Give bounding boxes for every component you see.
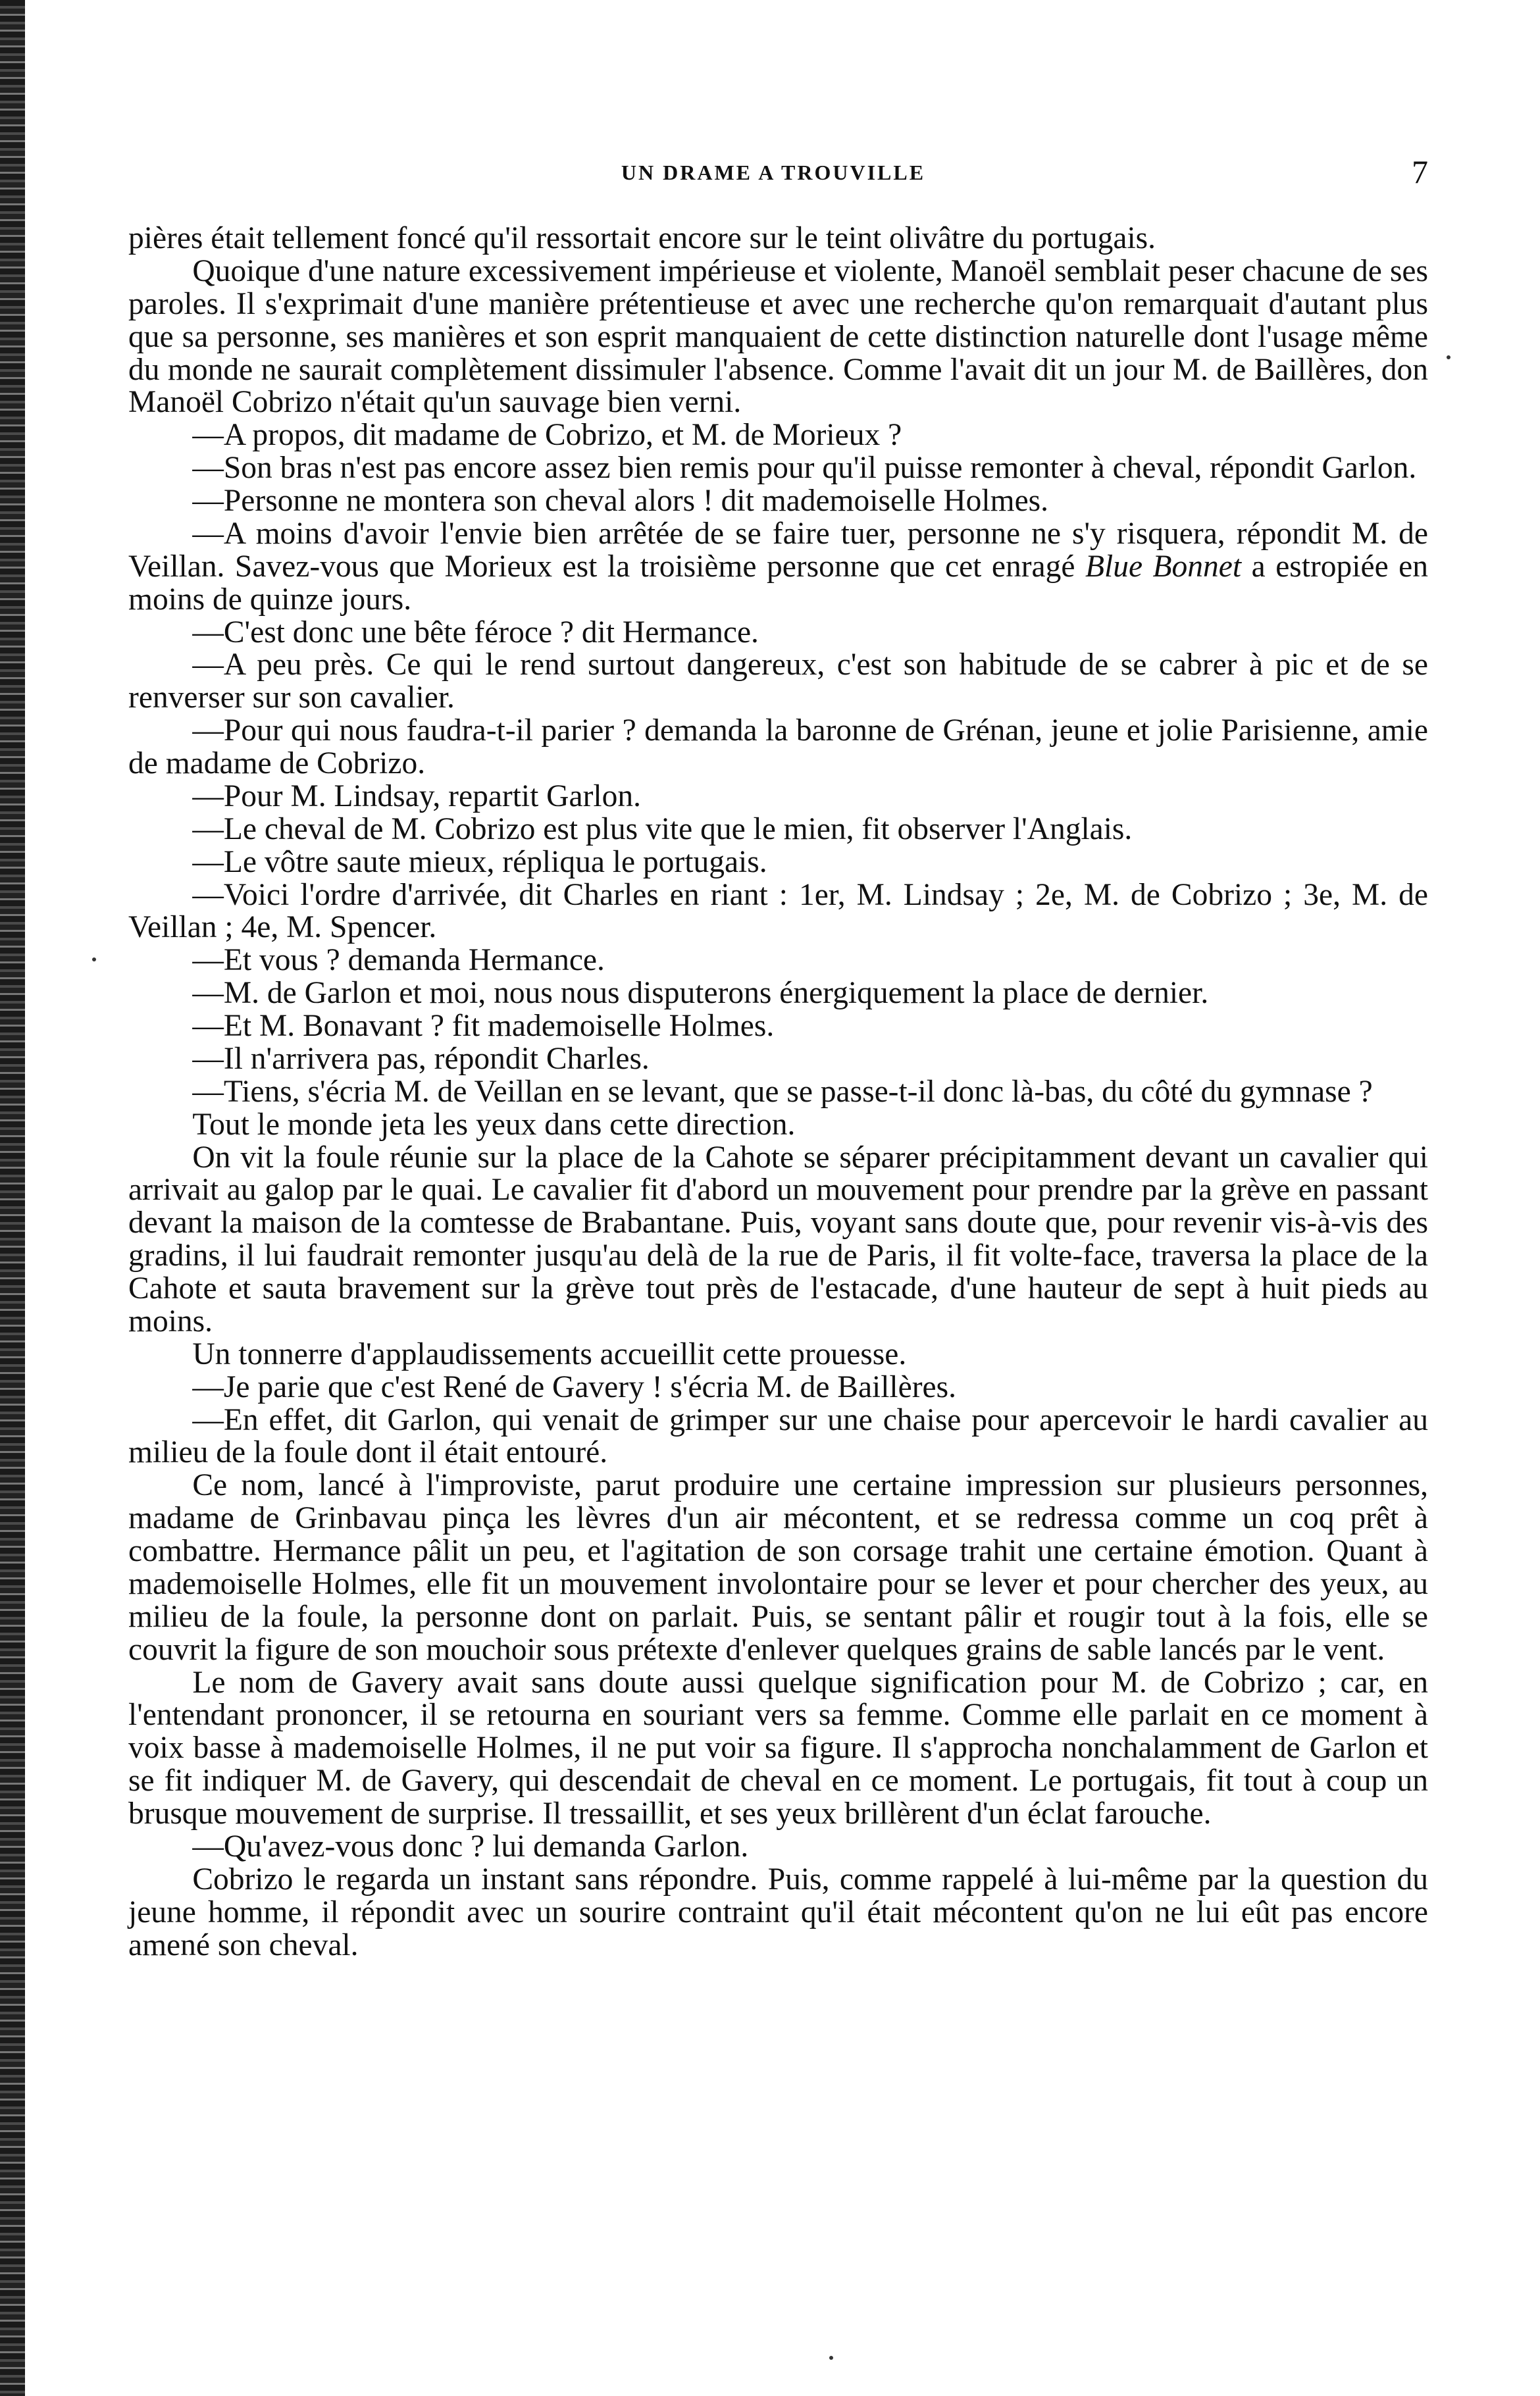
binding-edge: [0, 0, 25, 2396]
paragraph: —A peu près. Ce qui le rend surtout dangereux, c'est son habitude de se cabrer à pic et de se renverser sur son cavalier.: [128, 648, 1428, 715]
paragraph: —Le vôtre saute mieux, répliqua le portugais.: [192, 844, 767, 879]
paragraph-with-horse-name: [128, 518, 1428, 617]
print-speck: [829, 2356, 833, 2360]
paragraph-text: a estropiée en moins de quinze jours.: [128, 549, 1428, 617]
paragraph: Le nom de Gavery avait sans doute aussi quelque signification pour M. de Cobrizo ; car, en l'entendant prononcer, il se retourna en souriant vers sa femme. Comme elle parlait en ce moment à voix basse à mademoiselle Holmes, il ne put voir sa figure. Il s'approcha nonchalamment de Garlon et se fit indiquer M. de Gavery, qui descendait de cheval en ce moment. Le portugais, fit tout à coup un brusque mouvement de surprise. Il tressaillit, et ses yeux brillèrent d'un éclat farouche.: [128, 1665, 1428, 1831]
paragraph-text: —A moins d'avoir l'envie bien arrêtée de se faire tuer, personne ne s'y risquera, répondit M. de Veillan. Savez-vous que Morieux est la troisième personne que cet enragé: [128, 516, 1428, 584]
body-text: [128, 222, 1428, 1962]
paragraph: —En effet, dit Garlon, qui venait de grimper sur une chaise pour apercevoir le hardi cavalier au milieu de la foule dont il était entouré.: [128, 1402, 1428, 1470]
paragraph: Cobrizo le regarda un instant sans répondre. Puis, comme rappelé à lui-même par la question du jeune homme, il répondit avec un sourire contraint qu'il était mécontent qu'on ne lui eût pas encore amené son cheval.: [128, 1862, 1428, 1962]
paragraph: —Je parie que c'est René de Gavery ! s'écria M. de Baillères.: [192, 1369, 956, 1404]
paragraph: —Et M. Bonavant ? fit mademoiselle Holmes.: [192, 1009, 775, 1043]
print-speck: [92, 957, 96, 961]
paragraph: —C'est donc une bête féroce ? dit Hermance.: [192, 615, 759, 650]
paragraph: —A propos, dit madame de Cobrizo, et M. de Morieux ?: [192, 418, 902, 453]
horse-name: Blue Bonnet: [1085, 549, 1242, 584]
page-header: [118, 153, 1428, 192]
paragraph: —Pour qui nous faudra-t-il parier ? demanda la baronne de Grénan, jeune et jolie Parisienne, amie de madame de Cobrizo.: [128, 713, 1428, 780]
paragraph: —Le cheval de M. Cobrizo est plus vite que le mien, fit observer l'Anglais.: [192, 811, 1133, 846]
running-head: UN DRAME A TROUVILLE: [621, 161, 926, 184]
paragraph: —Qu'avez-vous donc ? lui demanda Garlon.: [192, 1829, 749, 1864]
paragraph: Ce nom, lancé à l'improviste, parut produire une certaine impression sur plusieurs personnes, madame de Grinbavau pinça les lèvres d'un air mécontent, et se redressa comme un coq prêt à combattre. Hermance pâlit un peu, et l'agitation de son corsage trahit une certaine émotion. Quant à mademoiselle Holmes, elle fit un mouvement involontaire pour se lever et pour chercher des yeux, au milieu de la foule, la personne dont on parlait. Puis, se sentant pâlir et rougir tout à la fois, elle se couvrit la figure de son mouchoir sous prétexte d'enlever quelques grains de sable lancés par le vent.: [128, 1468, 1428, 1667]
paragraph: Quoique d'une nature excessivement impérieuse et violente, Manoël semblait peser chacune de ses paroles. Il s'exprimait d'une manière prétentieuse et avec une recherche qu'on remarquait d'autant plus que sa personne, ses manières et son esprit manquaient de cette distinction naturelle dont l'usage même du monde ne saurait complètement dissimuler l'absence. Comme l'avait dit un jour M. de Baillères, don Manoël Cobrizo n'était qu'un sauvage bien verni.: [128, 253, 1428, 420]
paragraph: —Personne ne montera son cheval alors ! dit mademoiselle Holmes.: [192, 484, 1049, 518]
paragraph: —Tiens, s'écria M. de Veillan en se levant, que se passe-t-il donc là-bas, du côté du gymnase ?: [192, 1074, 1373, 1109]
page-number: 7: [1412, 153, 1428, 190]
paragraph: —Voici l'ordre d'arrivée, dit Charles en riant : 1er, M. Lindsay ; 2e, M. de Cobrizo ; 3e, M. de Veillan ; 4e, M. Spencer.: [128, 877, 1428, 945]
paragraph: —Son bras n'est pas encore assez bien remis pour qu'il puisse remonter à cheval, répondit Garlon.: [192, 451, 1417, 486]
print-speck: [1447, 355, 1450, 359]
paragraph: —Il n'arrivera pas, répondit Charles.: [192, 1041, 650, 1076]
paragraph: —Et vous ? demanda Hermance.: [192, 943, 605, 978]
paragraph: Tout le monde jeta les yeux dans cette direction.: [192, 1107, 796, 1142]
paragraph: —M. de Garlon et moi, nous nous disputerons énergiquement la place de dernier.: [192, 976, 1209, 1011]
paragraph: pières était tellement foncé qu'il ressortait encore sur le teint olivâtre du portugais.: [128, 221, 1156, 255]
paragraph: —Pour M. Lindsay, repartit Garlon.: [192, 778, 641, 813]
paragraph: Un tonnerre d'applaudissements accueillit cette prouesse.: [192, 1337, 907, 1371]
paragraph: On vit la foule réunie sur la place de la Cahote se séparer précipitamment devant un cavalier qui arrivait au galop par le quai. Le cavalier fit d'abord un mouvement pour prendre par la grève en passant devant la maison de la comtesse de Brabantane. Puis, voyant sans doute que, pour revenir vis-à-vis des gradins, il lui faudrait remonter jusqu'au delà de la rue de Paris, il fit volte-face, traversa la place de la Cahote et sauta bravement sur la grève tout près de l'estacade, d'une hauteur de sept à huit pieds au moins.: [128, 1140, 1428, 1338]
